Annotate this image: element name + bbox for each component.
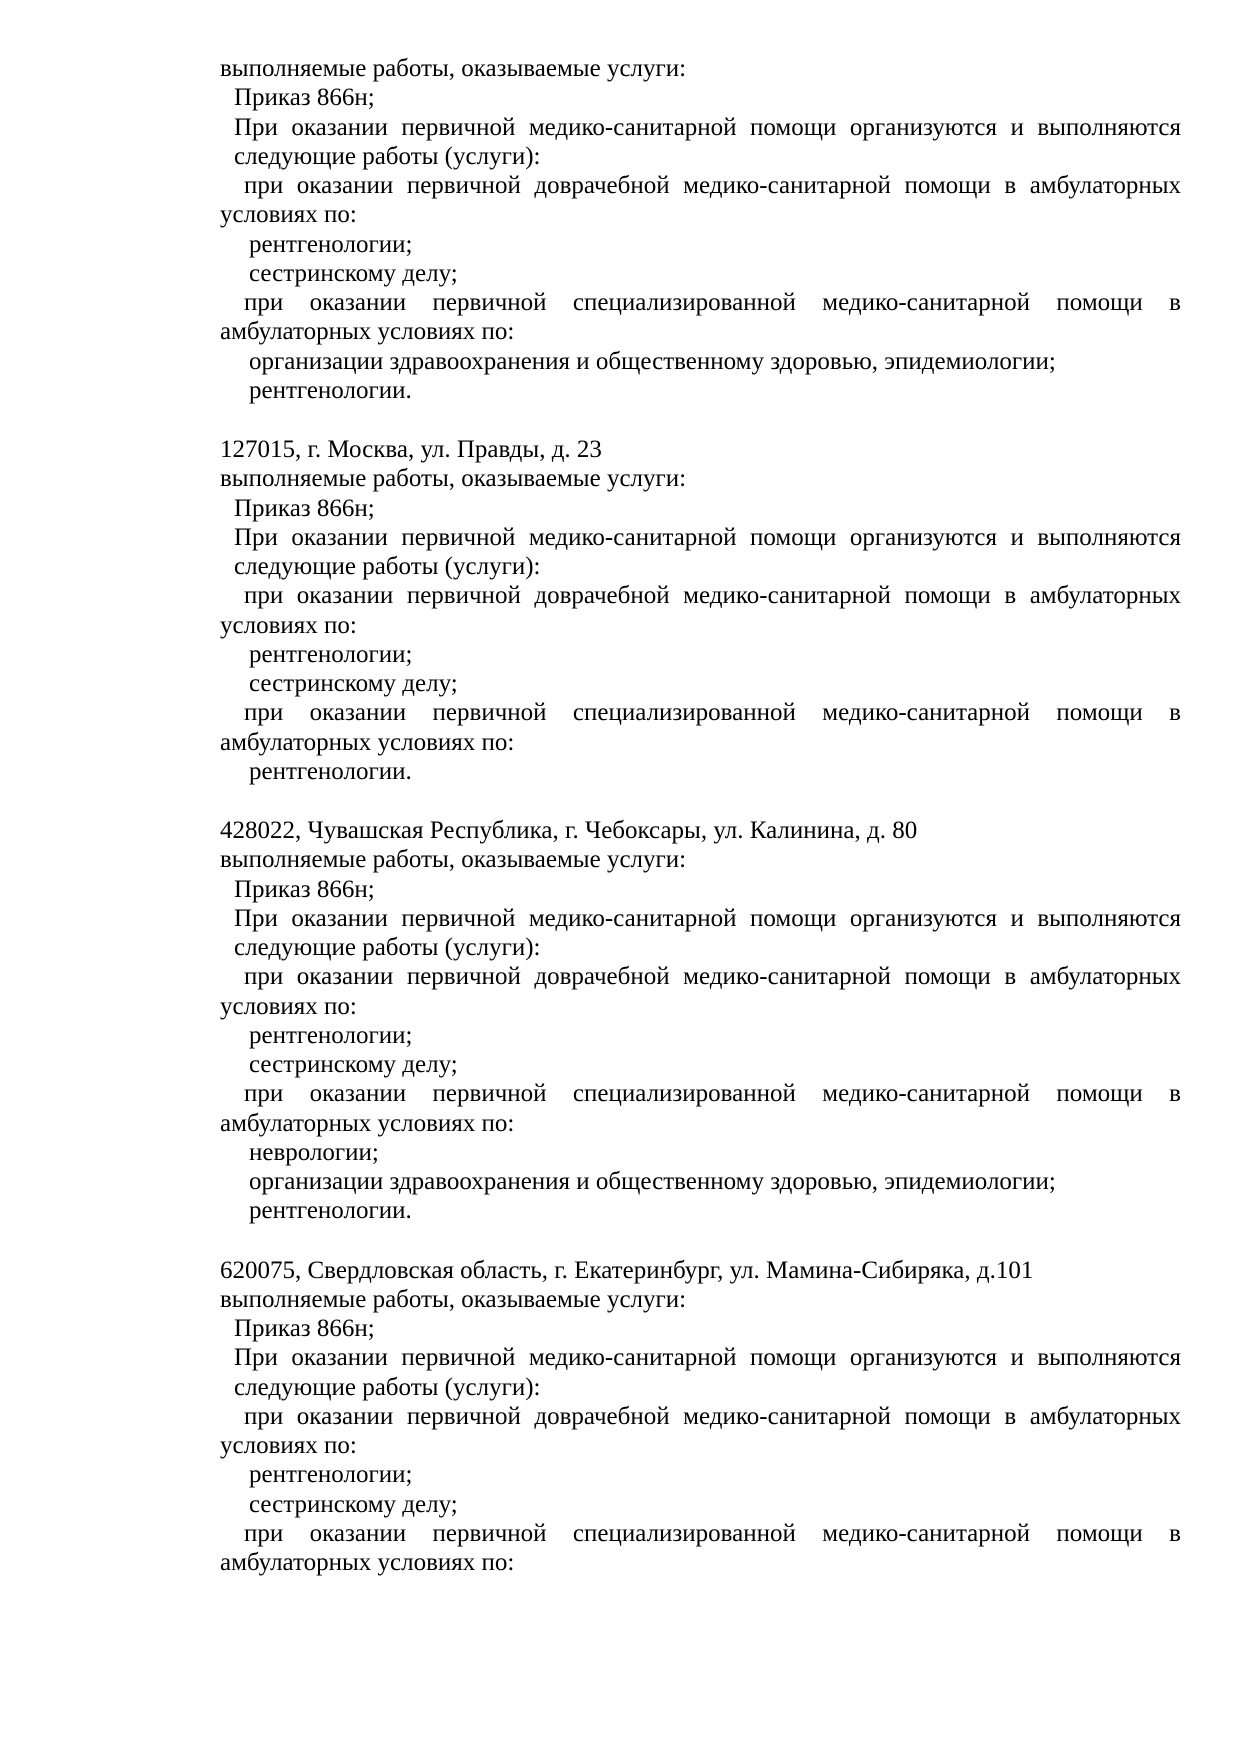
text-line: Приказ 866н; <box>234 875 375 903</box>
text-line: рентгенологии. <box>249 376 412 404</box>
text-line: рентгенологии. <box>249 757 412 785</box>
text-line: при оказании первичной специализированной медико-санитарной помощи в <box>244 289 1181 316</box>
text-line: выполняемые работы, оказываемые услуги: <box>220 1285 687 1313</box>
text-line: условиях по: <box>220 992 357 1020</box>
text-line: амбулаторных условиях по: <box>220 318 515 346</box>
address-line: 127015, г. Москва, ул. Правды, д. 23 <box>220 436 602 463</box>
text-line: при оказании первичной специализированной медико-санитарной помощи в <box>244 1080 1181 1108</box>
text-line: рентгенологии; <box>249 1021 413 1049</box>
text-line: амбулаторных условиях по: <box>220 1549 515 1576</box>
address-line: 428022, Чувашская Республика, г. Чебоксары, ул. Калинина, д. 80 <box>220 817 918 844</box>
license-works-document <box>220 54 1181 1577</box>
text-line: условиях по: <box>220 611 357 639</box>
text-line: рентгенологии; <box>249 230 413 258</box>
text-line: следующие работы (услуги): <box>234 934 541 961</box>
text-line: рентгенологии; <box>249 640 413 668</box>
text-line: следующие работы (услуги): <box>234 142 541 170</box>
text-line: сестринскому делу; <box>249 1490 458 1518</box>
text-line: условиях по: <box>220 201 357 229</box>
text-line: при оказании первичной доврачебной медико-санитарной помощи в амбулаторных <box>244 172 1181 199</box>
text-line: амбулаторных условиях по: <box>220 1109 515 1137</box>
text-line: Приказ 866н; <box>234 494 375 522</box>
text-line: сестринскому делу; <box>249 670 458 697</box>
text-line: при оказании первичной доврачебной медико-санитарной помощи в амбулаторных <box>244 1402 1181 1430</box>
text-line: при оказании первичной доврачебной медико-санитарной помощи в амбулаторных <box>244 582 1181 610</box>
text-line: При оказании первичной медико-санитарной помощи организуются и выполняются <box>234 904 1181 932</box>
text-line: сестринскому делу; <box>249 259 458 287</box>
text-line: При оказании первичной медико-санитарной помощи организуются и выполняются <box>234 113 1181 141</box>
services-block-cheboksary-kalinina-80 <box>220 816 1181 1226</box>
text-line: Приказ 866н; <box>234 1315 375 1342</box>
text-line: следующие работы (услуги): <box>234 553 541 580</box>
text-line: выполняемые работы, оказываемые услуги: <box>220 846 687 874</box>
text-line: рентгенологии. <box>249 1197 412 1225</box>
text-line: рентгенологии; <box>249 1461 413 1489</box>
services-block-moscow-pravdy-23 <box>220 435 1181 786</box>
text-line: организации здравоохранения и общественному здоровью, эпидемиологии; <box>249 1168 1056 1195</box>
text-line: при оказании первичной доврачебной медико-санитарной помощи в амбулаторных <box>244 963 1181 991</box>
text-line: при оказании первичной специализированной медико-санитарной помощи в <box>244 699 1181 727</box>
text-line: сестринскому делу; <box>249 1051 458 1078</box>
text-line: выполняемые работы, оказываемые услуги: <box>220 465 687 493</box>
text-line: следующие работы (услуги): <box>234 1373 541 1401</box>
text-line: неврологии; <box>249 1138 379 1166</box>
text-line: При оказании первичной медико-санитарной помощи организуются и выполняются <box>234 523 1181 551</box>
text-line: условиях по: <box>220 1432 357 1459</box>
text-line: При оказании первичной медико-санитарной помощи организуются и выполняются <box>234 1344 1181 1372</box>
text-line: амбулаторных условиях по: <box>220 728 515 756</box>
text-line: Приказ 866н; <box>234 84 375 112</box>
text-line: организации здравоохранения и общественному здоровью, эпидемиологии; <box>249 347 1056 375</box>
services-block-continued <box>220 54 1181 405</box>
services-block-ekaterinburg-mamina-sibiryaka-101 <box>220 1256 1181 1578</box>
text-line: при оказании первичной специализированной медико-санитарной помощи в <box>244 1519 1181 1547</box>
address-line: 620075, Свердловская область, г. Екатеринбург, ул. Мамина-Сибиряка, д.101 <box>220 1256 1034 1284</box>
text-line: выполняемые работы, оказываемые услуги: <box>220 55 687 82</box>
